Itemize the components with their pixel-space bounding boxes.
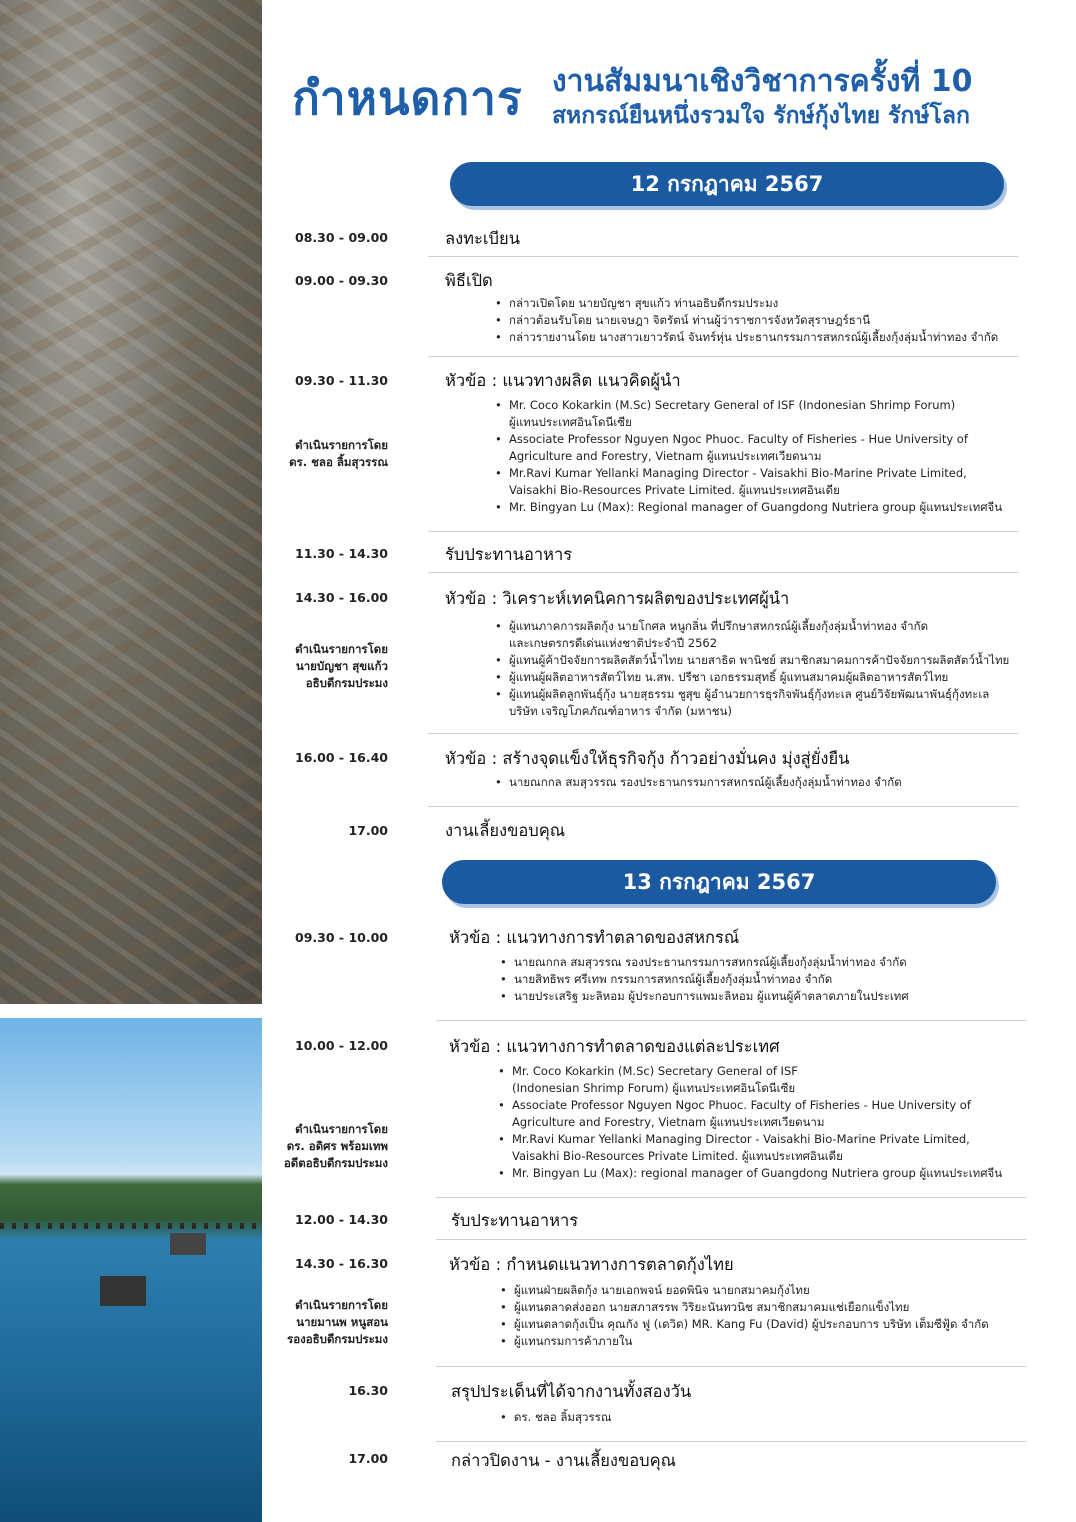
list-item: • ผู้แทนตลาดส่งออก นายสภาสรรพ วิริยะนันทวนิช สมาชิกสมาคมแช่เยือกแข็งไทย xyxy=(498,1299,989,1316)
schedule-time: 12.00 - 14.30 xyxy=(295,1212,388,1227)
list-item: • ผู้แทนผู้ผลิตอาหารสัตว์ไทย น.สพ. ปรีชา เอกธรรมสุทธิ์ ผู้แทนสมาคมผู้ผลิตอาหารสัตว์ไทย xyxy=(493,669,1009,686)
session-title: หัวข้อ : สร้างจุดแข็งให้ธุรกิจกุ้ง ก้าวอย่างมั่นคง มุ่งสู่ยั่งยืน xyxy=(445,749,850,768)
schedule-time: 17.00 xyxy=(348,1451,388,1466)
list-item: • Associate Professor Nguyen Ngoc Phuoc. Faculty of Fisheries - Hue University of Agriculture and Forestry, Vietnam ผู้แทนประเทศเวียดนาม xyxy=(496,1097,1002,1131)
list-item: • Mr.Ravi Kumar Yellanki Managing Director - Vaisakhi Bio-Marine Private Limited, Vaisakhi Bio-Resources Private Limited. ผู้แทนประเทศอินเดีย xyxy=(493,465,1002,499)
speaker-list xyxy=(493,295,998,346)
list-item: • นายณกกล สมสุวรรณ รองประธานกรรมการสหกรณ์ผู้เลี้ยงกุ้งลุ่มน้ำท่าทอง จำกัด xyxy=(493,774,902,791)
list-item: • Mr. Bingyan Lu (Max): Regional manager of Guangdong Nutriera group ผู้แทนประเทศจีน xyxy=(493,499,1002,516)
moderator: ดำเนินรายการโดย ดร. ชลอ ลิ้มสุวรรณ xyxy=(289,438,388,469)
schedule-time: 14.30 - 16.30 xyxy=(295,1256,388,1271)
speaker-list xyxy=(498,1409,612,1426)
list-item: • ผู้แทนผู้ผลิตลูกพันธุ์กุ้ง นายสุธรรม ชูสุข ผู้อำนวยการธุรกิจพันธุ์กุ้งทะเล ศูนย์วิจัยพัฒนาพันธุ์กุ้งทะเล บริษัท เจริญโภคภัณฑ์อาหาร จำกัด (มหาชน) xyxy=(493,686,1009,720)
session-title: หัวข้อ : แนวทางผลิต แนวคิดผู้นำ xyxy=(445,371,681,390)
day2-date-banner: 13 กรกฎาคม 2567 xyxy=(442,860,996,904)
divider xyxy=(436,1366,1026,1367)
schedule-time: 14.30 - 16.00 xyxy=(295,590,388,605)
list-item: • ผู้แทนฝ่ายผลิตกุ้ง นายเอกพจน์ ยอดพินิจ นายกสมาคมกุ้งไทย xyxy=(498,1282,989,1299)
list-item: • ผู้แทนผู้ค้าปัจจัยการผลิตสัตว์น้ำไทย นายสาธิต พานิชย์ สมาชิกสมาคมการค้าปัจจัยการผลิตสัตว์น้ำไทย xyxy=(493,652,1009,669)
session-title: หัวข้อ : แนวทางการทำตลาดของสหกรณ์ xyxy=(449,928,740,947)
session-title: ลงทะเบียน xyxy=(445,229,520,248)
day1-date-banner: 12 กรกฎาคม 2567 xyxy=(450,162,1004,206)
session-title: รับประทานอาหาร xyxy=(445,545,573,564)
event-subtitle: สหกรณ์ยืนหนึ่งรวมใจ รักษ์กุ้งไทย รักษ์โลก xyxy=(552,103,970,129)
speaker-list xyxy=(498,1282,989,1350)
list-item: • กล่าวเปิดโดย นายบัญชา สุขแก้ว ท่านอธิบดีกรมประมง xyxy=(493,295,998,312)
moderator: ดำเนินรายการโดย ดร. อดิศร พร้อมเทพ อดีตอธิบดีกรมประมง xyxy=(283,1122,388,1170)
pond-hut xyxy=(170,1233,206,1255)
list-item: • ผู้แทนกรมการค้าภายใน xyxy=(498,1333,989,1350)
list-item: • ผู้แทนภาคการผลิตกุ้ง นายโกศล หนูกลิ่น ที่ปรึกษาสหกรณ์ผู้เลี้ยงกุ้งลุ่มน้ำท่าทอง จำกัด และเกษตรกรดีเด่นแห่งชาติประจำปี 2562 xyxy=(493,618,1009,652)
speaker-list xyxy=(493,618,1009,720)
divider xyxy=(436,1441,1026,1442)
schedule-time: 17.00 xyxy=(348,823,388,838)
shrimp-pond-photo xyxy=(0,1018,262,1522)
speaker-list xyxy=(498,954,909,1005)
list-item: • กล่าวต้อนรับโดย นายเจษฎา จิตรัตน์ ท่านผู้ว่าราชการจังหวัดสุราษฎร์ธานี xyxy=(493,312,998,329)
divider xyxy=(428,531,1018,532)
session-title: สรุปประเด็นที่ได้จากงานทั้งสองวัน xyxy=(451,1382,692,1401)
speaker-list xyxy=(493,774,902,791)
moderator: ดำเนินรายการโดย นายมานพ หนูสอน รองอธิบดีกรมประมง xyxy=(287,1298,388,1346)
list-item: • กล่าวรายงานโดย นางสาวเยาวรัตน์ จันทร์หุ่น ประธานกรรมการสหกรณ์ผู้เลี้ยงกุ้งลุ่มน้ำท่าทอง จำกัด xyxy=(493,329,998,346)
speaker-list xyxy=(493,397,1002,516)
divider xyxy=(428,256,1018,257)
schedule-time: 16.00 - 16.40 xyxy=(295,750,388,765)
divider xyxy=(428,356,1018,357)
session-title: พิธีเปิด xyxy=(445,271,493,290)
list-item: • Associate Professor Nguyen Ngoc Phuoc. Faculty of Fisheries - Hue University of Agriculture and Forestry, Vietnam ผู้แทนประเทศเวียดนาม xyxy=(493,431,1002,465)
speaker-list xyxy=(496,1063,1002,1182)
schedule-time: 09.30 - 10.00 xyxy=(295,930,388,945)
event-title: งานสัมมนาเชิงวิชาการครั้งที่ 10 xyxy=(552,64,973,99)
pond-hut xyxy=(100,1276,146,1306)
session-title: งานเลี้ยงขอบคุณ xyxy=(445,821,566,840)
divider xyxy=(428,806,1018,807)
page-title: กำหนดการ xyxy=(292,71,523,125)
schedule-time: 11.30 - 14.30 xyxy=(295,546,388,561)
list-item: • Mr. Coco Kokarkin (M.Sc) Secretary General of ISF (Indonesian Shrimp Forum) ผู้แทนประเทศอินโดนีเซีย xyxy=(496,1063,1002,1097)
schedule-time: 09.00 - 09.30 xyxy=(295,273,388,288)
list-item: • Mr.Ravi Kumar Yellanki Managing Director - Vaisakhi Bio-Marine Private Limited, Vaisakhi Bio-Resources Private Limited. ผู้แทนประเทศอินเดีย xyxy=(496,1131,1002,1165)
moderator: ดำเนินรายการโดย นายบัญชา สุขแก้ว อธิบดีกรมประมง xyxy=(295,642,388,690)
schedule-time: 16.30 xyxy=(348,1383,388,1398)
list-item: • ผู้แทนตลาดกุ้งเป็น คุณกัง ฟู (เดวิด) MR. Kang Fu (David) ผู้ประกอบการ บริษัท เต็มซีฟู้ด จำกัด xyxy=(498,1316,989,1333)
list-item: • Mr. Bingyan Lu (Max): regional manager of Guangdong Nutriera group ผู้แทนประเทศจีน xyxy=(496,1165,1002,1182)
list-item: • นายณกกล สมสุวรรณ รองประธานกรรมการสหกรณ์ผู้เลี้ยงกุ้งลุ่มน้ำท่าทอง จำกัด xyxy=(498,954,909,971)
list-item: • ดร. ชลอ ลิ้มสุวรรณ xyxy=(498,1409,612,1426)
divider xyxy=(428,572,1018,573)
session-title: รับประทานอาหาร xyxy=(451,1211,579,1230)
session-title: หัวข้อ : วิเคราะห์เทคนิคการผลิตของประเทศผู้นำ xyxy=(445,589,790,608)
list-item: • Mr. Coco Kokarkin (M.Sc) Secretary General of ISF (Indonesian Shrimp Forum) ผู้แทนประเทศอินโดนีเซีย xyxy=(493,397,1002,431)
schedule-time: 08.30 - 09.00 xyxy=(295,230,388,245)
session-title: หัวข้อ : กำหนดแนวทางการตลาดกุ้งไทย xyxy=(449,1255,734,1274)
divider xyxy=(436,1020,1026,1021)
divider xyxy=(436,1197,1026,1198)
session-title: กล่าวปิดงาน - งานเลี้ยงขอบคุณ xyxy=(451,1451,676,1470)
list-item: • นายประเสริฐ มะลิหอม ผู้ประกอบการแพมะลิหอม ผู้แทนผู้ค้าตลาดภายในประเทศ xyxy=(498,988,909,1005)
schedule-time: 10.00 - 12.00 xyxy=(295,1038,388,1053)
shrimp-photo xyxy=(0,0,262,1004)
schedule-time: 09.30 - 11.30 xyxy=(295,373,388,388)
list-item: • นายสิทธิพร ศรีเทพ กรรมการสหกรณ์ผู้เลี้ยงกุ้งลุ่มน้ำท่าทอง จำกัด xyxy=(498,971,909,988)
divider xyxy=(428,733,1018,734)
divider xyxy=(436,1239,1026,1240)
session-title: หัวข้อ : แนวทางการทำตลาดของแต่ละประเทศ xyxy=(449,1037,780,1056)
pond-fence xyxy=(0,1223,262,1229)
